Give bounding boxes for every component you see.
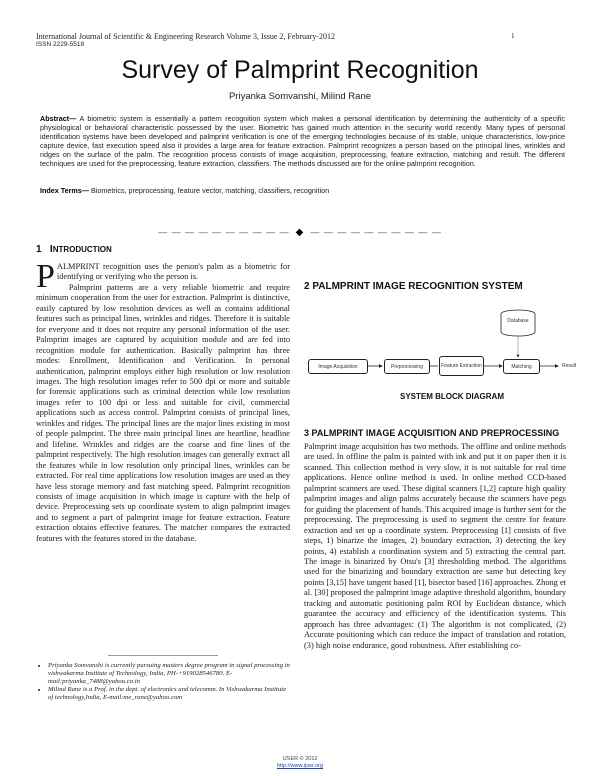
abstract-text: A biometric system is essentially a pattern recognition system which makes a personal identification by determining the authenticity of a specific physiological or behavioral characteristic possessed by the user. Biometric has gained much attention in the security world recently. Many types of personal identification systems have been developed and palmprint verification is one of the emerging technologies because of its stable, unique characteristics, low-price capture device, fast execution speed also it provides a large area for feature extraction. Palmprint recognizes a person based on the principal lines, wrinkles and ridges on the surface of the palm. The recognition process consists of image acquisition, preprocessing, feature extraction, matching and result. The different techniques are used for the preprocessing, feature extraction, classifiers. The methods discussed are for the online palmprint recognition.	[40, 114, 565, 168]
result-label: Result	[562, 363, 577, 369]
block-preprocessing: Preprocessing	[384, 359, 430, 374]
intro-para-1: ALMPRINT recognition uses the person's palm as a biometric for identifying or verifying who the person is.	[56, 262, 290, 282]
abstract-label: Abstract—	[40, 114, 77, 123]
separator-dashes-left: — — — — — — — — — —	[158, 227, 290, 237]
issn: ISSN 2229-5518	[36, 41, 85, 48]
authors: Priyanka Somvanshi, Milind Rane	[228, 91, 372, 102]
block-feature-extraction: Feature Extraction	[439, 356, 484, 376]
block-image-acquisition: Image Acquisition	[308, 359, 368, 374]
section-number: 2	[304, 281, 310, 292]
section-number: 3	[304, 428, 310, 438]
section-heading-acquisition	[304, 428, 559, 438]
system-block-diagram	[306, 308, 596, 388]
database-label: Database	[507, 318, 529, 324]
paper-title: Survey of Palmprint Recognition	[121, 56, 479, 84]
section-heading-recognition-system	[304, 281, 523, 292]
section-title: PALMPRINT IMAGE ACQUISITION AND PREPROCESSING	[311, 428, 560, 438]
separator-dashes-right: — — — — — — — — — —	[310, 227, 442, 237]
section-title-rest: NTRODUCTION	[52, 245, 112, 254]
diagram-connectors	[306, 308, 596, 388]
dropcap: P	[36, 258, 55, 295]
section-title-initial: I	[49, 244, 53, 255]
diagram-caption: SYSTEM BLOCK DIAGRAM	[400, 392, 504, 401]
section-heading-introduction	[36, 244, 112, 255]
footnote-author-1: • Priyanka Somvanshi is currently pursuing masters degree program in signal processing in vishwakarma Institute of Technology, India, PH-+919028546780. E-mail:priyanka_7488@yahoo.co.in	[48, 662, 290, 686]
footer-link[interactable]: http://www.ijser.org	[276, 763, 324, 769]
section-separator	[0, 227, 600, 238]
abstract	[40, 114, 565, 168]
diamond-icon: ◆	[295, 227, 305, 238]
page-number: 1	[511, 32, 515, 40]
acquisition-body: Palmprint image acquisition has two methods. The offline and online methods are used. In offline the palm is painted with ink and put it on paper then it is scanned. This collection method is very slow, it is not suitable for real time applications. Hence online method is used. In online method CCD-based palmprint scanners are used. These digital scanners [1,2] capture high quality palmprint images and align palms accurately because the scanners have pegs for guiding the placement of hands. This acquired image is further sent for the preprocessing. The preprocessing is used to segment the centre for feature extraction and set up a coordinate system. Preprocessing [1] consists of five steps, 1) binarize the images, 2) boundary extraction, 3) detecting the key points, 4) establish a coordination system and 5) extracting the central part. The image is binarized by Otsu's [3] thresholding method. The algorithms used for the binarizing and boundary extraction are same but detecting key points [3,15] have tangent based [1], bisector based [16] approaches. Zhong et al. [30] proposed the palmprint image adaptive threshold algorithm, boundary tracking and automatic positioning palm ROI by Euclidean distance, which guarantee the accuracy and efficiency of the identification systems. This approach has three advantages: (1) The algorithm is not complicated, (2) Accurate positioning which can reduce the impact of translation and rotation, (3) high noise endurance, good robustness. After establishing co-	[304, 442, 566, 650]
section-number: 1	[36, 244, 42, 255]
intro-para-2: Palmprint patterns are a very reliable biometric and require minimum cooperation from the user for extraction. Palmprint is distinctive, easily captured by low resolution devices as well as contains additional features such as principal lines, wrinkles and ridges. Therefore it is suitable for everyone and it does not require any personal information of the user. Palmprint images are captured by acquisition module and are fed into recognition module for authentication. Basically palmprint has three modes: Enrollment, Identification and Verification. In personal authentication, palmprint employs either high resolution or low resolution images. The high resolution images refer to 500 dpi or more and suitable for forensic applications such as criminal detection while low resolution images refer to 100 dpi or less and suitable for civil, commercial applications such as access control. Palmprint consists of principal lines, wrinkles and ridges. The principal lines are the major lines existing in most of people palmprint. The three main principal lines are heartline, headline and lifeline. Wrinkles and ridges are the coarse and fine lines of the palmprint respectively. The high resolution images can generally extract all the features while in low resolution only principal lines, wrinkles can be extracted. For real time applications low resolution images are used as they have less storage memory and fast matching speed. Palmprint recognition consists of image acquisition in which image is capture with the help of device. Preprocessing sets up coordinate system to align palmprint images and to segment a part of palmprint image for feature extraction. Feature extraction obtains effective features. The matcher compares the extracted features with the features stored in the database.	[36, 282, 290, 543]
section-title: PALMPRINT IMAGE RECOGNITION SYSTEM	[312, 281, 523, 292]
footnote-author-2: • Milind Rane is a Prof. in the dept. of electronics and telecomm. In Vishwakarma Institute of technology,India, E-mail:me_rane@yahoo.com	[48, 686, 290, 702]
index-terms-text: Biometrics, preprocessing, feature vector, matching, classifiers, recognition	[89, 186, 330, 195]
footer-copyright: IJSER © 2012	[282, 756, 318, 762]
footnotes	[36, 662, 290, 702]
footnote-rule	[108, 655, 218, 656]
index-terms-label: Index Terms—	[40, 186, 89, 195]
block-matching: Matching	[503, 359, 540, 374]
index-terms	[40, 186, 565, 195]
introduction-body	[36, 258, 290, 544]
journal-header: International Journal of Scientific & Engineering Research Volume 3, Issue 2, February-2012	[36, 32, 335, 41]
